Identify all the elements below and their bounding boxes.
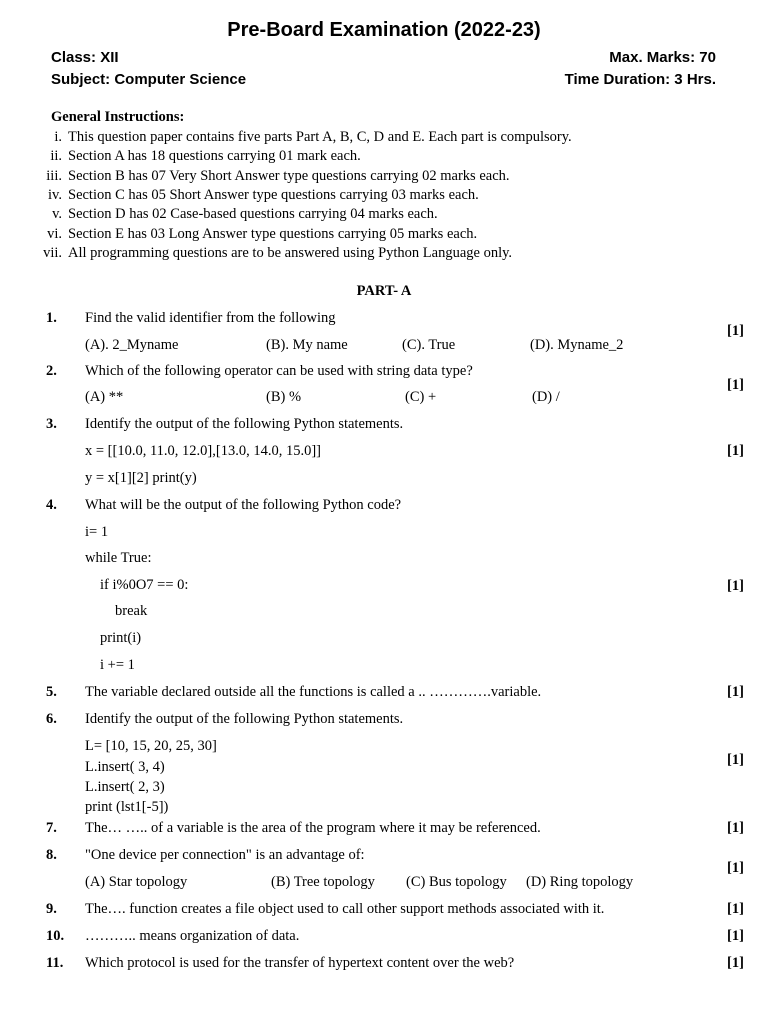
question-text: What will be the output of the following Python code? bbox=[85, 497, 402, 513]
option-b: (B). My name bbox=[266, 337, 348, 353]
marks: [1] bbox=[727, 955, 744, 971]
code-line: i += 1 bbox=[100, 657, 135, 673]
instruction-item: v. Section D has 02 Case-based questions carrying 04 marks each. bbox=[52, 206, 438, 223]
instruction-item: vii. All programming questions are to be answered using Python Language only. bbox=[43, 244, 513, 261]
marks: [1] bbox=[727, 928, 744, 944]
subject-label: Subject: Computer Science bbox=[51, 71, 247, 88]
code-line: L.insert( 3, 4) bbox=[85, 759, 165, 775]
instructions-title: General Instructions: bbox=[51, 109, 185, 125]
instruction-item: i. This question paper contains five parts Part A, B, C, D and E. Each part is compulsory. bbox=[54, 129, 572, 146]
question-number: 3. bbox=[46, 416, 57, 432]
code-line: L.insert( 2, 3) bbox=[85, 779, 165, 795]
question-text: Identify the output of the following Python statements. bbox=[85, 416, 404, 432]
marks: [1] bbox=[727, 443, 744, 459]
marks: [1] bbox=[727, 820, 744, 836]
code-line: x = [[10.0, 11.0, 12.0],[13.0, 14.0, 15.0]] bbox=[85, 443, 321, 459]
question-number: 8. bbox=[46, 847, 57, 863]
option-b: (B) % bbox=[266, 389, 302, 405]
option-a: (A). 2_Myname bbox=[85, 337, 179, 353]
option-c: (C). True bbox=[402, 337, 456, 353]
question-number: 9. bbox=[46, 901, 57, 917]
part-heading: PART- A bbox=[356, 283, 412, 299]
instruction-item: iii. Section B has 07 Very Short Answer type questions carrying 02 marks each. bbox=[46, 167, 510, 184]
marks: [1] bbox=[727, 684, 744, 700]
page-title: Pre-Board Examination (2022-23) bbox=[227, 19, 541, 41]
code-line: while True: bbox=[85, 550, 152, 566]
question-text: ……….. means organization of data. bbox=[85, 928, 300, 944]
question-number: 6. bbox=[46, 711, 57, 727]
option-c: (C) + bbox=[405, 389, 437, 405]
marks: [1] bbox=[727, 323, 744, 339]
question-number: 10. bbox=[46, 928, 65, 944]
option-d: (D) Ring topology bbox=[526, 874, 634, 890]
question-text: Which of the following operator can be used with string data type? bbox=[85, 363, 473, 379]
question-number: 11. bbox=[46, 955, 64, 971]
code-line: i= 1 bbox=[85, 524, 109, 540]
question-text: "One device per connection" is an advantage of: bbox=[85, 847, 365, 863]
class-label: Class: XII bbox=[51, 49, 119, 66]
option-b: (B) Tree topology bbox=[271, 874, 375, 890]
code-line: y = x[1][2] print(y) bbox=[85, 470, 197, 486]
question-text: Which protocol is used for the transfer of hypertext content over the web? bbox=[85, 955, 515, 971]
max-marks: Max. Marks: 70 bbox=[609, 49, 716, 66]
question-text: The…. function creates a file object used to call other support methods associated with it. bbox=[85, 901, 605, 917]
question-number: 4. bbox=[46, 497, 57, 513]
question-number: 1. bbox=[46, 310, 57, 326]
question-text: The… ….. of a variable is the area of the program where it may be referenced. bbox=[85, 820, 541, 836]
marks: [1] bbox=[727, 752, 744, 768]
code-line: if i%0O7 == 0: bbox=[100, 577, 189, 593]
question-number: 5. bbox=[46, 684, 57, 700]
code-line: L= [10, 15, 20, 25, 30] bbox=[85, 738, 217, 754]
question-number: 7. bbox=[46, 820, 57, 836]
code-line: print (lst1[-5]) bbox=[85, 799, 169, 815]
question-number: 2. bbox=[46, 363, 57, 379]
time-duration: Time Duration: 3 Hrs. bbox=[564, 71, 716, 88]
marks: [1] bbox=[727, 377, 744, 393]
option-c: (C) Bus topology bbox=[406, 874, 507, 890]
option-a: (A) ** bbox=[85, 389, 124, 405]
marks: [1] bbox=[727, 901, 744, 917]
option-a: (A) Star topology bbox=[85, 874, 188, 890]
marks: [1] bbox=[727, 860, 744, 876]
question-text: Identify the output of the following Python statements. bbox=[85, 711, 404, 727]
option-d: (D) / bbox=[532, 389, 560, 405]
instruction-item: vi. Section E has 03 Long Answer type questions carrying 05 marks each. bbox=[47, 225, 478, 242]
question-text: Find the valid identifier from the following bbox=[85, 310, 336, 326]
marks: [1] bbox=[727, 578, 744, 594]
instructions-list bbox=[42, 128, 742, 263]
instruction-item: ii. Section A has 18 questions carrying 01 mark each. bbox=[50, 148, 361, 165]
option-d: (D). Myname_2 bbox=[530, 337, 624, 353]
question-text: The variable declared outside all the functions is called a .. ………….variable. bbox=[85, 684, 542, 700]
instruction-item: iv. Section C has 05 Short Answer type questions carrying 03 marks each. bbox=[48, 187, 479, 204]
code-line: print(i) bbox=[100, 630, 142, 646]
code-line: break bbox=[115, 603, 148, 619]
